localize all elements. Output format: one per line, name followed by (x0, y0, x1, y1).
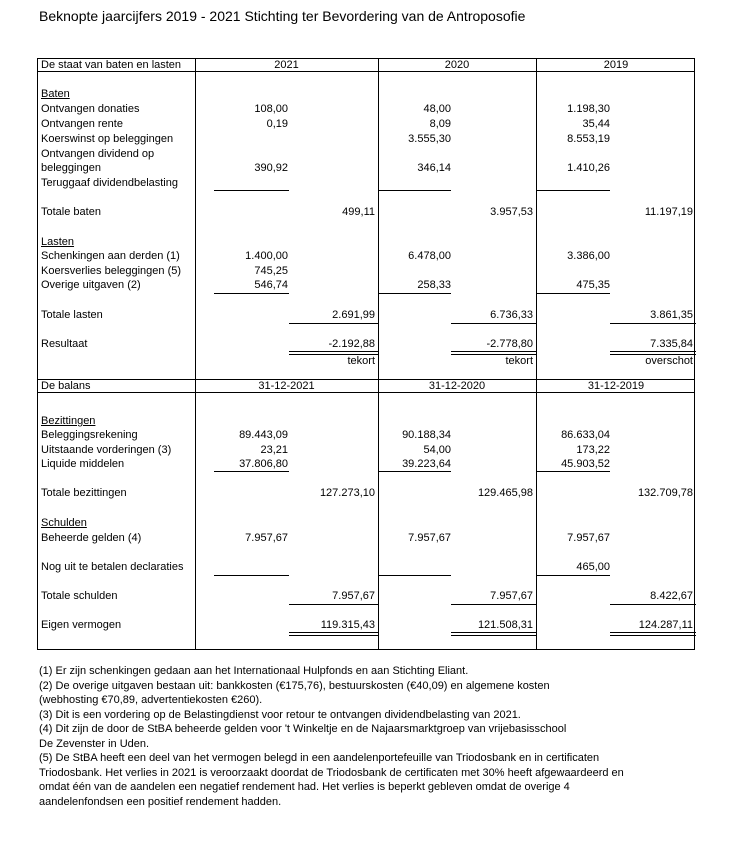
page-title: Beknopte jaarcijfers 2019 - 2021 Stichting ter Bevordering van de Antroposofie (39, 8, 526, 24)
subtotal-line (379, 471, 451, 472)
total-line (289, 604, 378, 605)
total-value: 2.691,99 (332, 309, 375, 321)
row-label: Ontvangen dividend op (41, 148, 155, 160)
double-line (610, 632, 696, 636)
footnote: omdat één van de aandelen een negatief rendement had. Het verlies is beperkt gebleven omdat de overige 4 (39, 781, 570, 793)
footnote: De Zevenster in Uden. (39, 737, 150, 750)
result-note: tekort (347, 355, 375, 367)
row-label: Resultaat (41, 338, 88, 350)
row-label: Nog uit te betalen declaraties (41, 561, 184, 573)
subtotal-line (214, 471, 289, 472)
cell-value: 7.957,67 (245, 532, 288, 544)
total-value: 499,11 (342, 206, 375, 218)
date-header: 31-12-2019 (587, 380, 645, 392)
cell-value: 0,19 (266, 118, 288, 130)
cell-value: 465,00 (576, 561, 610, 573)
row-label: Ontvangen rente (41, 118, 123, 130)
total-value: 8.422,67 (650, 590, 693, 602)
baten-heading: Baten (41, 88, 70, 100)
double-line (451, 632, 536, 636)
cell-value: 546,74 (254, 279, 288, 291)
row-label: Beheerde gelden (4) (41, 532, 142, 544)
row-label: Beleggingsrekening (41, 429, 138, 441)
footnote: (4) Dit zijn de door de StBA beheerde gelden voor 't Winkeltje en de Najaarsmarktgroep van vrijebasisschool (39, 723, 567, 735)
date-header: 31-12-2020 (428, 380, 486, 392)
lasten-heading: Lasten (41, 236, 75, 248)
cell-value: 108,00 (254, 103, 288, 115)
cell-value: 745,25 (254, 265, 288, 277)
row-label: Totale bezittingen (41, 487, 127, 499)
subtotal-line (379, 293, 451, 294)
result-value: -2.778,80 (486, 338, 533, 350)
cell-value: 173,22 (576, 444, 610, 456)
result-value: 7.335,84 (650, 338, 693, 350)
subtotal-line (379, 190, 451, 191)
cell-value: 54,00 (423, 444, 451, 456)
row-label: Liquide middelen (41, 458, 125, 470)
cell-value: 45.903,52 (561, 458, 610, 470)
subtotal-line (536, 575, 610, 576)
row-label: Totale lasten (41, 309, 103, 321)
subtotal-line (536, 190, 610, 191)
footnote: aandelenfondsen een positief rendement hadden. (39, 795, 282, 808)
row-label: Koerswinst op beleggingen (41, 133, 174, 145)
footnotes (39, 664, 679, 809)
cell-value: 90.188,34 (402, 429, 451, 441)
year-header: 2020 (444, 59, 470, 71)
staat-header: De staat van baten en lasten (41, 59, 182, 71)
result-value: -2.192,88 (328, 338, 375, 350)
cell-value: 346,14 (417, 162, 451, 174)
row-label: beleggingen (41, 162, 101, 174)
cell-value: 8,09 (429, 118, 451, 130)
row-label: Uitstaande vorderingen (3) (41, 444, 172, 456)
year-header: 2019 (603, 59, 629, 71)
footnote: (2) De overige uitgaven bestaan uit: bankkosten (€175,76), bestuurskosten (€40,09) en algemene kosten (39, 679, 550, 692)
total-value: 11.197,19 (644, 206, 693, 218)
subtotal-line (214, 293, 289, 294)
total-value: 3.861,35 (650, 309, 693, 321)
row-label: Ontvangen donaties (41, 103, 140, 115)
cell-value: 35,44 (582, 118, 610, 130)
cell-value: 3.555,30 (408, 133, 451, 145)
total-value: 119.315,43 (320, 619, 375, 631)
row-label: Teruggaaf dividendbelasting (41, 177, 178, 189)
cell-value: 7.957,67 (408, 532, 451, 544)
cell-value: 39.223,64 (402, 458, 451, 470)
cell-value: 1.400,00 (245, 250, 288, 262)
cell-value: 475,35 (576, 279, 610, 291)
total-value: 124.287,11 (638, 619, 693, 631)
subtotal-line (536, 471, 610, 472)
column-divider (378, 59, 379, 649)
cell-value: 1.198,30 (567, 103, 610, 115)
cell-value: 8.553,19 (567, 133, 610, 145)
column-divider (195, 59, 196, 649)
row-label: Totale baten (41, 206, 101, 218)
result-note: overschot (645, 355, 693, 367)
result-note: tekort (505, 355, 533, 367)
row-label: Eigen vermogen (41, 619, 122, 631)
footnote: (1) Er zijn schenkingen gedaan aan het Internationaal Hulpfonds en aan Stichting Eliant. (39, 665, 469, 677)
row-label: Schenkingen aan derden (1) (41, 250, 180, 262)
total-line (610, 604, 696, 605)
total-line (610, 323, 696, 324)
cell-value: 258,33 (417, 279, 451, 291)
cell-value: 23,21 (260, 444, 288, 456)
footnote: (5) De StBA heeft een deel van het vermogen belegd in een aandelenportefeuille van Triodosbank en in certificaten (39, 752, 600, 764)
row-label: Overige uitgaven (2) (41, 279, 141, 291)
double-line (289, 632, 378, 636)
cell-value: 86.633,04 (561, 429, 610, 441)
total-value: 127.273,10 (319, 487, 375, 499)
footnote: (3) Dit is een vordering op de Belastingdienst voor retour te ontvangen dividendbelasting van 2021. (39, 708, 521, 721)
total-value: 6.736,33 (490, 309, 533, 321)
balans-header: De balans (41, 380, 91, 392)
cell-value: 89.443,09 (239, 429, 288, 441)
total-line (451, 604, 536, 605)
schulden-heading: Schulden (41, 517, 87, 529)
total-value: 7.957,67 (490, 590, 533, 602)
date-header: 31-12-2021 (258, 380, 315, 392)
bezittingen-heading: Bezittingen (41, 415, 96, 427)
subtotal-line (536, 293, 610, 294)
total-line (289, 323, 378, 324)
cell-value: 6.478,00 (408, 250, 451, 262)
row-label: Koersverlies beleggingen (5) (41, 265, 182, 277)
footnote: (webhosting €70,89, advertentiekosten €260). (39, 694, 263, 706)
row-label: Totale schulden (41, 590, 118, 602)
financial-table (37, 58, 695, 650)
footnote: Triodosbank. Het verlies in 2021 is veroorzaakt doordat de Triodosbank de certificaten met 30% heeft afgewaardeerd en (39, 766, 624, 779)
cell-value: 37.806,80 (239, 458, 288, 470)
total-value: 7.957,67 (332, 590, 375, 602)
cell-value: 7.957,67 (567, 532, 610, 544)
total-value: 3.957,53 (490, 206, 533, 218)
cell-value: 390,92 (254, 162, 288, 174)
cell-value: 1.410,26 (567, 162, 610, 174)
subtotal-line (214, 190, 289, 191)
subtotal-line (379, 575, 451, 576)
cell-value: 48,00 (423, 103, 451, 115)
total-line (451, 323, 536, 324)
total-value: 121.508,31 (477, 619, 533, 631)
year-header: 2021 (274, 59, 299, 71)
total-value: 132.709,78 (637, 487, 693, 499)
total-value: 129.465,98 (477, 487, 533, 499)
subtotal-line (214, 575, 289, 576)
cell-value: 3.386,00 (567, 250, 610, 262)
